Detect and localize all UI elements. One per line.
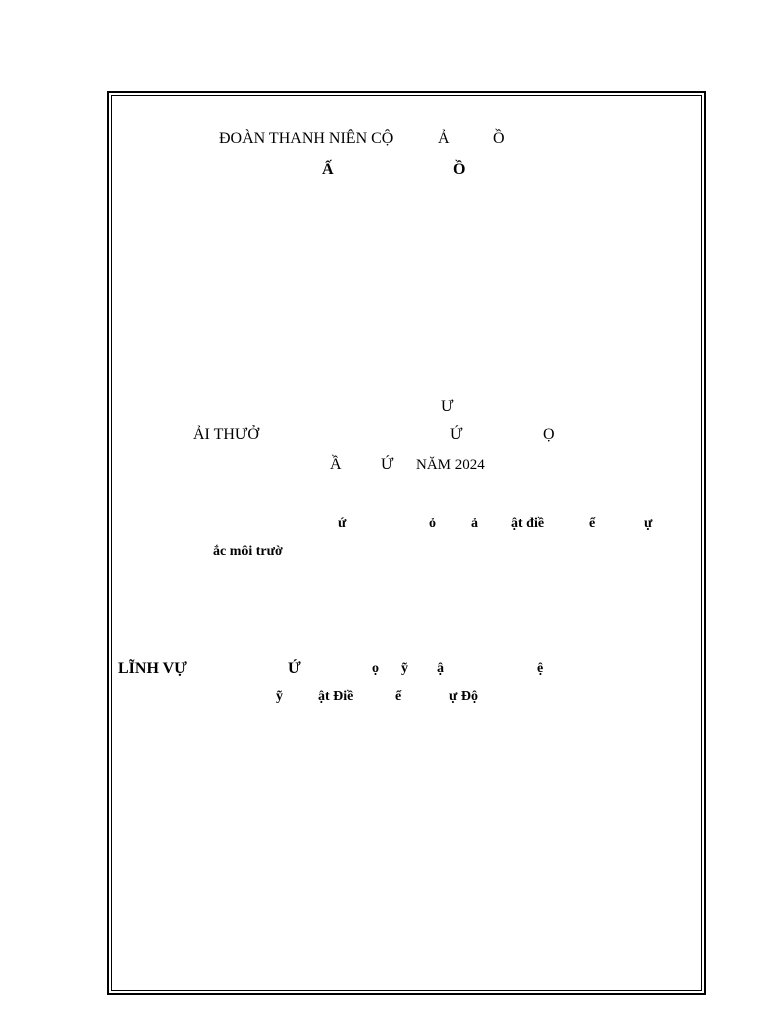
award-title-fragment: Ư <box>441 398 454 415</box>
field-fragment: ọ <box>372 661 379 676</box>
award-title-fragment: Ứ <box>381 456 394 473</box>
field-fragment: ể <box>395 689 402 704</box>
field-fragment: ỹ <box>276 689 283 704</box>
field-fragment: ỹ <box>401 661 408 676</box>
award-title-name: ẢI THƯỞ <box>193 426 259 443</box>
award-title-fragment: Ọ <box>543 426 555 443</box>
header-fragment: Ồ <box>493 130 505 147</box>
field-fragment: Ứ <box>288 660 301 677</box>
topic-fragment: ể <box>589 516 596 531</box>
page-border-inner <box>111 95 702 991</box>
field-label: LĨNH VỰ <box>118 660 187 677</box>
field-fragment: ự Độ <box>449 689 479 704</box>
topic-fragment: ỏ <box>429 516 436 531</box>
header-organization: ĐOÀN THANH NIÊN CỘ <box>219 130 394 147</box>
field-fragment: ệ <box>537 661 544 676</box>
topic-fragment: ắc môi trườ <box>213 544 283 559</box>
field-fragment: ậ <box>437 661 444 676</box>
header-fragment: Ả <box>438 130 450 147</box>
award-year: NĂM 2024 <box>416 457 485 473</box>
topic-fragment: ự <box>644 516 653 531</box>
topic-fragment: ật điề <box>511 516 545 531</box>
topic-fragment: ả <box>471 516 478 531</box>
topic-fragment: ứ <box>338 516 347 531</box>
field-fragment: ật Điề <box>318 689 354 704</box>
award-title-fragment: Ứ <box>450 426 463 443</box>
award-title-fragment: Ầ <box>330 456 342 473</box>
header-unit-fragment: Ấ <box>322 161 334 178</box>
header-unit-fragment: Ồ <box>453 161 466 178</box>
